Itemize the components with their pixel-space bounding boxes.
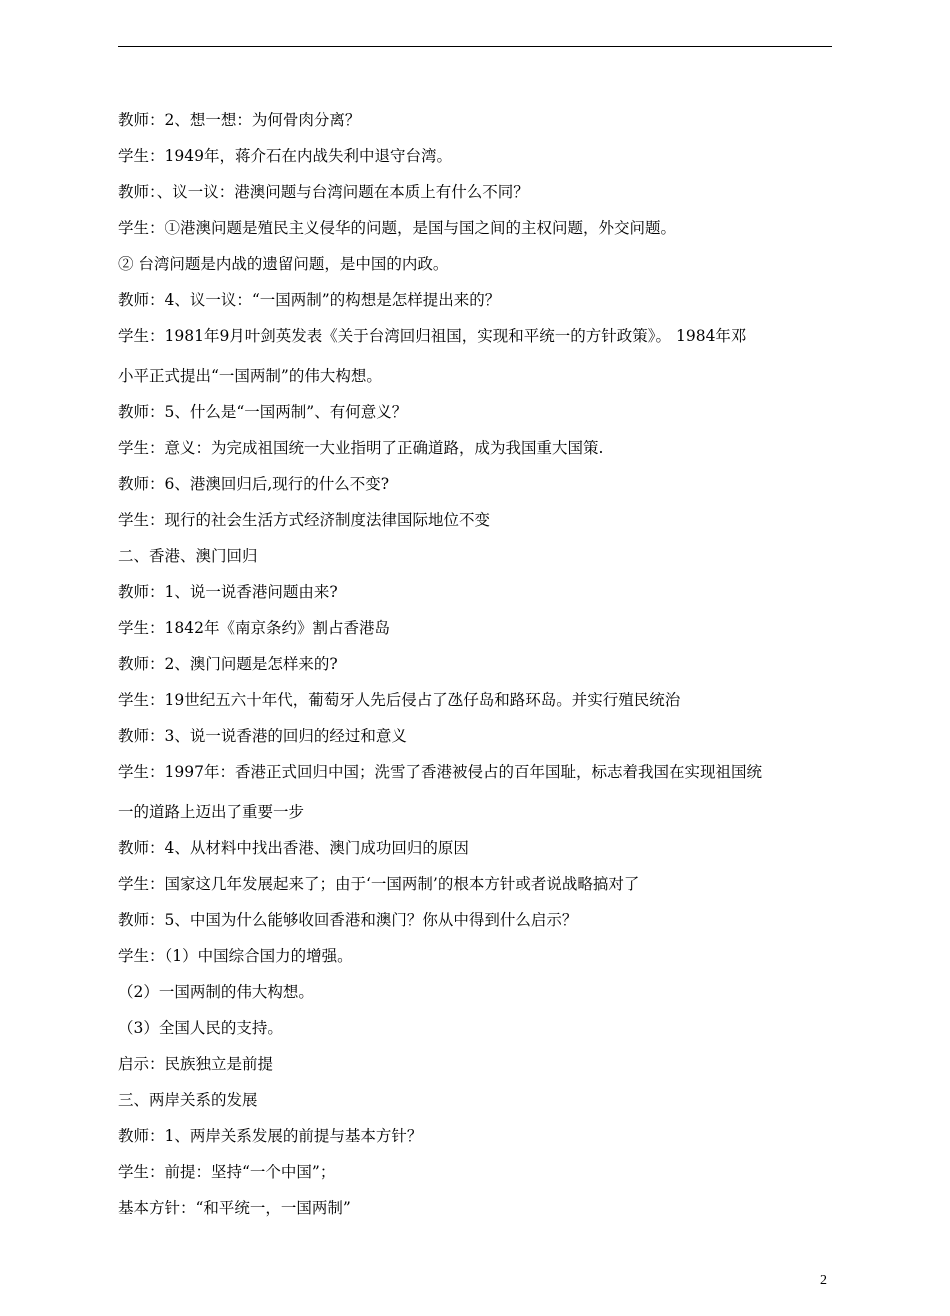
text-line: 教师：2、澳门问题是怎样来的?: [118, 655, 338, 673]
text-line: 教师：2、想一想：为何骨肉分离？: [118, 111, 361, 129]
text-line: 学生：前提：坚持“一个中国”；: [118, 1163, 336, 1181]
text-line: 教师：5、中国为什么能够收回香港和澳门？你从中得到什么启示？: [118, 911, 578, 929]
text-line: 学生：1949年，蒋介石在内战失利中退守台湾。: [118, 147, 452, 165]
text-line: 教师：3、说一说香港的回归的经过和意义: [118, 727, 407, 745]
text-line: 教师：、议一议：港澳问题与台湾问题在本质上有什么不同？: [118, 183, 529, 201]
text-line: （2）一国两制的伟大构想。: [118, 983, 314, 1001]
text-line: 学生：1997年：香港正式回归中国；洗雪了香港被侵占的百年国耻，标志着我国在实现祖国统: [118, 763, 762, 781]
text-line: 教师：6、港澳回归后,现行的什么不变?: [118, 475, 390, 493]
text-line: 教师：1、两岸关系发展的前提与基本方针？: [118, 1127, 423, 1145]
text-line: 启示：民族独立是前提: [118, 1055, 274, 1073]
text-line: 学生：意义：为完成祖国统一大业指明了正确道路，成为我国重大国策.: [118, 439, 604, 457]
text-line: 学生：现行的社会生活方式经济制度法律国际地位不变: [118, 511, 491, 529]
text-line: 学生：19世纪五六十年代，葡萄牙人先后侵占了氹仔岛和路环岛。并实行殖民统治: [118, 691, 681, 709]
text-line: 教师：4、议一议：“一国两制”的构想是怎样提出来的？: [118, 291, 501, 309]
text-line: ② 台湾问题是内战的遗留问题，是中国的内政。: [118, 255, 449, 273]
text-line: 学生：1981年9月叶剑英发表《关于台湾回归祖国，实现和平统一的方针政策》。 1984年邓: [118, 327, 747, 345]
text-line: 教师：5、什么是“一国两制”、有何意义？: [118, 403, 408, 421]
header-rule: [118, 46, 832, 47]
text-line: 基本方针：“和平统一，一国两制”: [118, 1199, 351, 1217]
text-line: 小平正式提出“一国两制”的伟大构想。: [118, 367, 382, 385]
text-line: 学生：1842年《南京条约》割占香港岛: [118, 619, 390, 637]
section-heading: 三、两岸关系的发展: [118, 1091, 258, 1109]
text-line: 教师：1、说一说香港问题由来?: [118, 583, 338, 601]
text-line: 一的道路上迈出了重要一步: [118, 803, 305, 821]
text-line: （3）全国人民的支持。: [118, 1019, 283, 1037]
text-line: 教师：4、从材料中找出香港、澳门成功回归的原因: [118, 839, 469, 857]
text-line: 学生：国家这几年发展起来了；由于‘一国两制’的根本方针或者说战略搞对了: [118, 875, 640, 893]
text-line: 学生：（1）中国综合国力的增强。: [118, 947, 353, 965]
section-heading: 二、香港、澳门回归: [118, 547, 258, 565]
page-number: 2: [820, 1273, 827, 1288]
text-line: 学生：①港澳问题是殖民主义侵华的问题，是国与国之间的主权问题，外交问题。: [118, 219, 677, 237]
